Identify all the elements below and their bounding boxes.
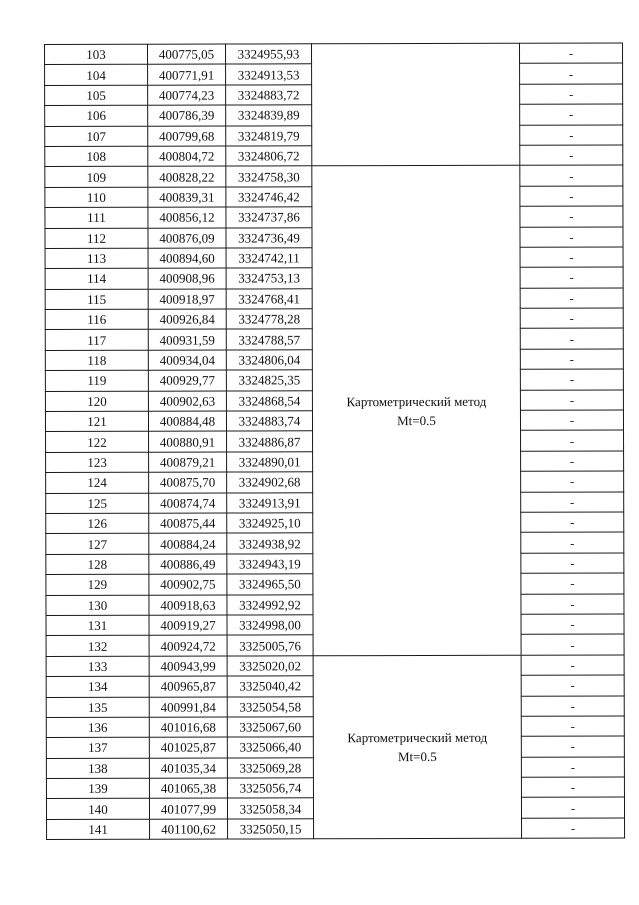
- point-number-cell: 107: [45, 126, 148, 147]
- x-coordinate-cell: 400919,27: [149, 615, 227, 636]
- x-coordinate-cell: 400918,97: [148, 289, 226, 310]
- y-coordinate-cell: 3324902,68: [227, 472, 313, 493]
- x-coordinate-cell: 401077,99: [149, 798, 227, 819]
- point-number-cell: 113: [45, 248, 148, 269]
- point-number-cell: 117: [45, 330, 148, 351]
- y-coordinate-cell: 3324965,50: [227, 574, 313, 595]
- x-coordinate-cell: 400786,39: [148, 105, 226, 126]
- point-number-cell: 116: [45, 309, 148, 330]
- dash-cell: -: [520, 206, 623, 227]
- x-coordinate-cell: 400894,60: [148, 248, 226, 269]
- point-number-cell: 141: [47, 819, 150, 840]
- point-number-cell: 118: [45, 350, 148, 371]
- y-coordinate-cell: 3325066,40: [227, 737, 313, 758]
- y-coordinate-cell: 3324746,42: [226, 187, 312, 208]
- point-number-cell: 130: [46, 595, 149, 616]
- x-coordinate-cell: 400934,04: [148, 350, 226, 371]
- point-number-cell: 110: [45, 187, 148, 208]
- x-coordinate-cell: 400926,84: [148, 309, 226, 330]
- method-name: Картометрический метод: [347, 729, 488, 746]
- point-number-cell: 105: [45, 85, 148, 106]
- table-row: [45, 165, 623, 187]
- x-coordinate-cell: 400931,59: [148, 329, 226, 350]
- method-cell: [313, 655, 521, 839]
- y-coordinate-cell: 3325020,02: [227, 656, 313, 677]
- dash-cell: -: [520, 104, 623, 125]
- x-coordinate-cell: 400771,91: [148, 64, 226, 85]
- dash-cell: -: [520, 165, 623, 186]
- dash-cell: -: [521, 594, 624, 615]
- y-coordinate-cell: 3324737,86: [226, 207, 312, 228]
- dash-cell: -: [521, 451, 624, 472]
- point-number-cell: 133: [46, 656, 149, 677]
- method-name: [312, 104, 519, 105]
- point-number-cell: 120: [45, 391, 148, 412]
- y-coordinate-cell: 3325040,42: [227, 676, 313, 697]
- y-coordinate-cell: 3325005,76: [227, 635, 313, 656]
- x-coordinate-cell: 400804,72: [148, 146, 226, 167]
- dash-cell: -: [520, 267, 623, 288]
- point-number-cell: 122: [46, 432, 149, 453]
- y-coordinate-cell: 3325056,74: [227, 778, 313, 799]
- dash-cell: -: [521, 492, 624, 513]
- dash-cell: -: [520, 63, 623, 84]
- point-number-cell: 121: [45, 411, 148, 432]
- y-coordinate-cell: 3325058,34: [227, 798, 313, 819]
- point-number-cell: 123: [46, 452, 149, 473]
- dash-cell: -: [521, 532, 624, 553]
- dash-cell: -: [520, 227, 623, 248]
- x-coordinate-cell: 400880,91: [149, 431, 227, 452]
- dash-cell: -: [520, 308, 623, 329]
- x-coordinate-cell: 400879,21: [149, 452, 227, 473]
- y-coordinate-cell: 3324913,53: [226, 64, 312, 85]
- dash-cell: -: [521, 736, 624, 757]
- dash-cell: -: [520, 247, 623, 268]
- dash-cell: -: [521, 573, 624, 594]
- x-coordinate-cell: 400875,70: [149, 472, 227, 493]
- y-coordinate-cell: 3324938,92: [227, 533, 313, 554]
- y-coordinate-cell: 3324890,01: [227, 452, 313, 473]
- method-accuracy: [312, 104, 519, 105]
- y-coordinate-cell: 3324998,00: [227, 615, 313, 636]
- x-coordinate-cell: 400875,44: [149, 513, 227, 534]
- x-coordinate-cell: 400828,22: [148, 166, 226, 187]
- y-coordinate-cell: 3324839,89: [226, 105, 312, 126]
- y-coordinate-cell: 3324868,54: [226, 390, 312, 411]
- y-coordinate-cell: 3325054,58: [227, 696, 313, 717]
- point-number-cell: 129: [46, 574, 149, 595]
- y-coordinate-cell: 3324753,13: [226, 268, 312, 289]
- y-coordinate-cell: 3324806,72: [226, 146, 312, 167]
- dash-cell: -: [521, 757, 624, 778]
- point-number-cell: 125: [46, 493, 149, 514]
- y-coordinate-cell: 3324913,91: [227, 492, 313, 513]
- coordinates-table-body: [45, 43, 625, 840]
- y-coordinate-cell: 3325050,15: [228, 819, 314, 840]
- coordinates-table: [44, 42, 625, 840]
- y-coordinate-cell: 3324806,04: [226, 350, 312, 371]
- y-coordinate-cell: 3324955,93: [226, 44, 312, 65]
- y-coordinate-cell: 3324883,74: [226, 411, 312, 432]
- point-number-cell: 106: [45, 105, 148, 126]
- x-coordinate-cell: 401016,68: [149, 717, 227, 738]
- point-number-cell: 111: [45, 207, 148, 228]
- point-number-cell: 136: [46, 717, 149, 738]
- dash-cell: -: [521, 695, 624, 716]
- point-number-cell: 103: [45, 44, 148, 65]
- y-coordinate-cell: 3324736,49: [226, 227, 312, 248]
- dash-cell: -: [521, 634, 624, 655]
- table-row: [46, 655, 624, 677]
- x-coordinate-cell: 401100,62: [150, 819, 228, 840]
- x-coordinate-cell: 400902,75: [149, 574, 227, 595]
- x-coordinate-cell: 400918,63: [149, 595, 227, 616]
- point-number-cell: 138: [46, 758, 149, 779]
- x-coordinate-cell: 400902,63: [148, 391, 226, 412]
- x-coordinate-cell: 400839,31: [148, 187, 226, 208]
- y-coordinate-cell: 3324825,35: [226, 370, 312, 391]
- method-cell: [312, 166, 521, 656]
- dash-cell: -: [520, 125, 623, 146]
- y-coordinate-cell: 3324819,79: [226, 125, 312, 146]
- x-coordinate-cell: 400775,05: [148, 44, 226, 65]
- point-number-cell: 132: [46, 636, 149, 657]
- dash-cell: -: [522, 818, 625, 839]
- dash-cell: -: [521, 512, 624, 533]
- x-coordinate-cell: 400799,68: [148, 126, 226, 147]
- x-coordinate-cell: 400965,87: [149, 676, 227, 697]
- y-coordinate-cell: 3324778,28: [226, 309, 312, 330]
- dash-cell: -: [521, 471, 624, 492]
- x-coordinate-cell: 401035,34: [149, 758, 227, 779]
- point-number-cell: 119: [45, 370, 148, 391]
- point-number-cell: 137: [46, 738, 149, 759]
- x-coordinate-cell: 400924,72: [149, 635, 227, 656]
- y-coordinate-cell: 3324925,10: [227, 513, 313, 534]
- x-coordinate-cell: 400991,84: [149, 697, 227, 718]
- point-number-cell: 115: [45, 289, 148, 310]
- x-coordinate-cell: 400886,49: [149, 554, 227, 575]
- dash-cell: -: [519, 43, 622, 64]
- dash-cell: -: [521, 675, 624, 696]
- dash-cell: -: [521, 553, 624, 574]
- y-coordinate-cell: 3325069,28: [227, 757, 313, 778]
- x-coordinate-cell: 400876,09: [148, 228, 226, 249]
- dash-cell: -: [520, 84, 623, 105]
- x-coordinate-cell: 401025,87: [149, 737, 227, 758]
- point-number-cell: 126: [46, 513, 149, 534]
- point-number-cell: 127: [46, 534, 149, 555]
- method-accuracy: Mt=0.5: [397, 748, 437, 765]
- dash-cell: -: [521, 797, 624, 818]
- dash-cell: -: [520, 288, 623, 309]
- dash-cell: -: [520, 145, 623, 166]
- y-coordinate-cell: 3324943,19: [227, 554, 313, 575]
- point-number-cell: 139: [46, 778, 149, 799]
- point-number-cell: 134: [46, 676, 149, 697]
- dash-cell: -: [520, 410, 623, 431]
- point-number-cell: 140: [46, 799, 149, 820]
- point-number-cell: 124: [46, 472, 149, 493]
- point-number-cell: 104: [45, 65, 148, 86]
- y-coordinate-cell: 3325067,60: [227, 717, 313, 738]
- point-number-cell: 109: [45, 167, 148, 188]
- point-number-cell: 128: [46, 554, 149, 575]
- dash-cell: -: [520, 186, 623, 207]
- y-coordinate-cell: 3324742,11: [226, 248, 312, 269]
- x-coordinate-cell: 400943,99: [149, 656, 227, 677]
- x-coordinate-cell: 400884,48: [148, 411, 226, 432]
- point-number-cell: 114: [45, 269, 148, 290]
- point-number-cell: 112: [45, 228, 148, 249]
- method-accuracy: Mt=0.5: [397, 412, 436, 428]
- dash-cell: -: [520, 390, 623, 411]
- point-number-cell: 131: [46, 615, 149, 636]
- dash-cell: -: [521, 655, 624, 676]
- y-coordinate-cell: 3324886,87: [227, 431, 313, 452]
- dash-cell: -: [521, 777, 624, 798]
- x-coordinate-cell: 400856,12: [148, 207, 226, 228]
- x-coordinate-cell: 400884,24: [149, 533, 227, 554]
- y-coordinate-cell: 3324883,72: [226, 85, 312, 106]
- table-row: [45, 43, 623, 65]
- x-coordinate-cell: 400874,74: [149, 493, 227, 514]
- point-number-cell: 135: [46, 697, 149, 718]
- dash-cell: -: [520, 369, 623, 390]
- y-coordinate-cell: 3324992,92: [227, 594, 313, 615]
- dash-cell: -: [520, 328, 623, 349]
- dash-cell: -: [520, 349, 623, 370]
- x-coordinate-cell: 401065,38: [149, 778, 227, 799]
- y-coordinate-cell: 3324788,57: [226, 329, 312, 350]
- method-cell: [312, 43, 520, 166]
- x-coordinate-cell: 400929,77: [148, 370, 226, 391]
- dash-cell: -: [521, 614, 624, 635]
- dash-cell: -: [521, 716, 624, 737]
- method-name: Картометрический метод: [346, 393, 487, 409]
- point-number-cell: 108: [45, 146, 148, 167]
- x-coordinate-cell: 400908,96: [148, 268, 226, 289]
- y-coordinate-cell: 3324758,30: [226, 166, 312, 187]
- x-coordinate-cell: 400774,23: [148, 85, 226, 106]
- y-coordinate-cell: 3324768,41: [226, 288, 312, 309]
- dash-cell: -: [521, 430, 624, 451]
